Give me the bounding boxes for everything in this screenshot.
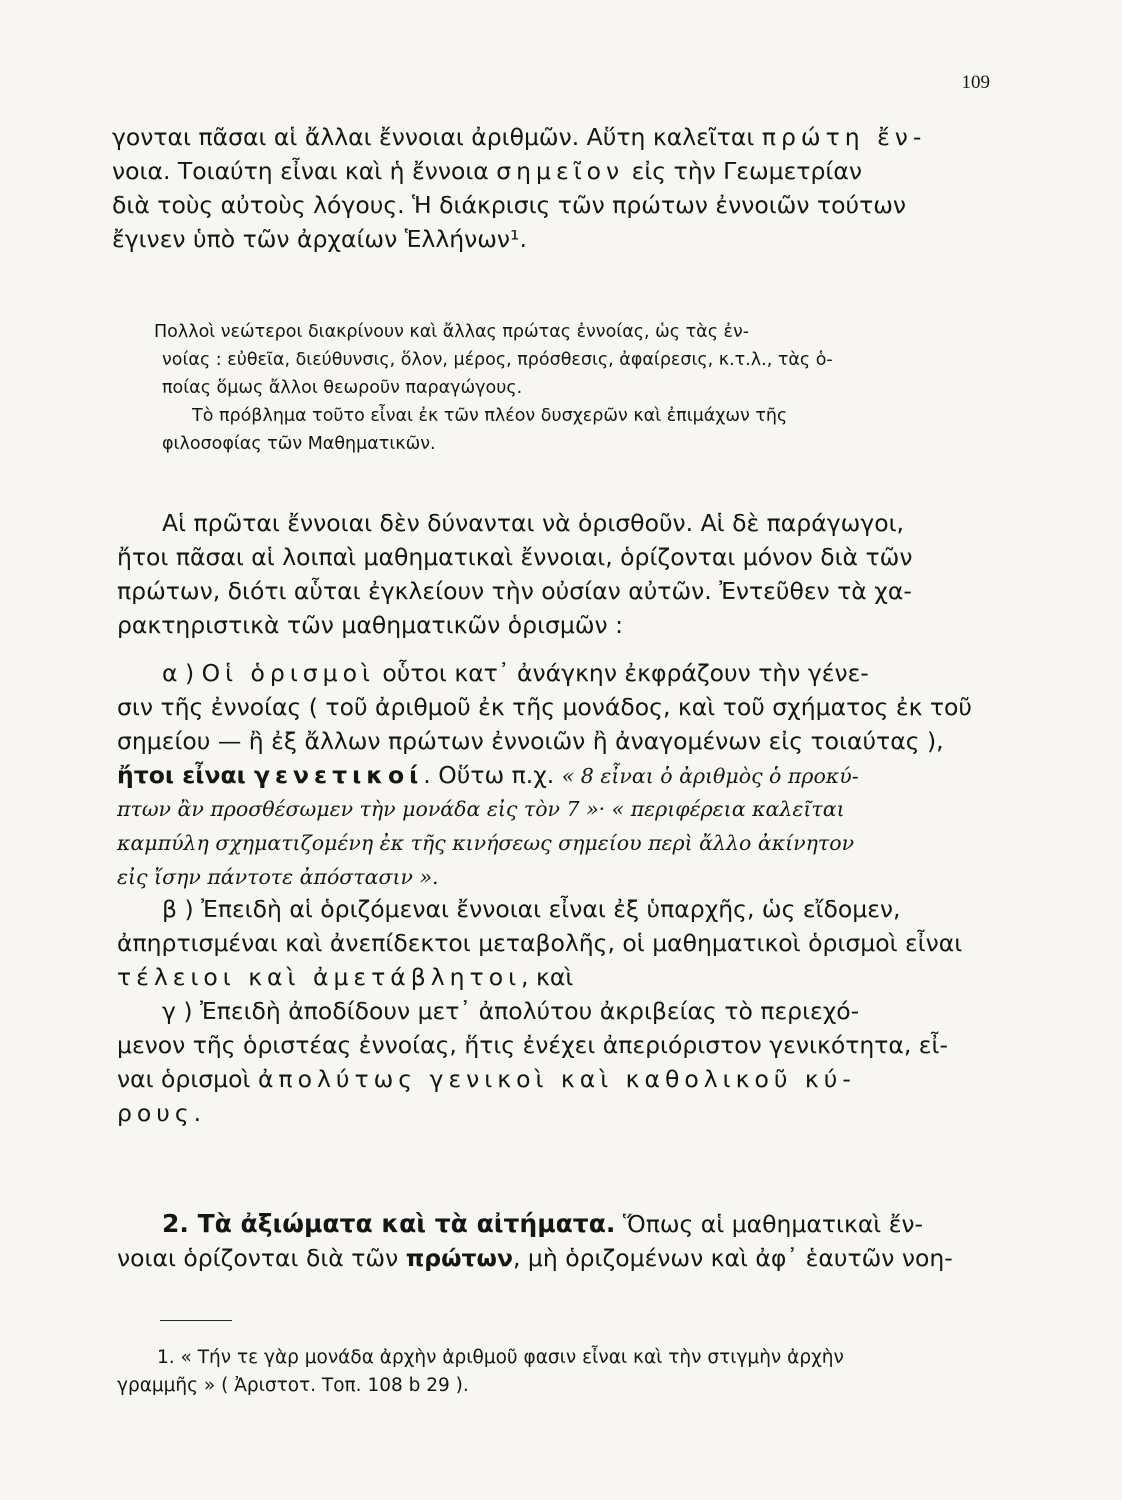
text-line: πρώτων, διότι αὗται ἐγκλείουν τὴν οὐσίαν αὐτῶν. Ἐντεῦθεν τὰ χα- (117, 577, 912, 605)
text-run: νοιαι ὁρίζονται διὰ τῶν (117, 1244, 406, 1272)
text-line: ρακτηριστικὰ τῶν μαθηματικῶν ὁρισμῶν : (117, 611, 624, 639)
text-run: . Οὕτω π.χ. (423, 761, 562, 789)
text-line (112, 1207, 987, 1241)
text-line: διὰ τοὺς αὐτοὺς λόγους. Ἡ διάκρισις τῶν πρώτων ἐννοιῶν τούτων (112, 191, 907, 219)
text-run: ναι ὁρισμοὶ (117, 1065, 258, 1093)
text-line: β ) Ἐπειδὴ αἱ ὁριζόμεναι ἔννοιαι εἶναι ἐξ ὑπαρχῆς, ὡς εἴδομεν, (162, 895, 901, 923)
text-line: μενον τῆς ὁριστέας ἐννοίας, ἥτις ἐνέχει ἀπεριόριστον γενικότητα, εἶ- (117, 1031, 948, 1059)
bold-term: πρώτων (405, 1244, 513, 1272)
text-line: ἤτοι πᾶσαι αἱ λοιπαὶ μαθηματικαὶ ἔννοιαι, ὁρίζονται μόνον διὰ τῶν (117, 543, 913, 571)
section-axioms (112, 1207, 987, 1275)
note-line: νοίας : εὐθεῖα, διεύθυνσις, ὅλον, μέρος, πρόσθεσις, ἀφαίρεσις, κ.τ.λ., τὰς ὁ- (162, 350, 833, 370)
text-run: Ὅπως αἱ μαθηματικαὶ ἔν- (615, 1210, 924, 1238)
text-line: σημείου — ἢ ἐξ ἄλλων πρώτων ἐννοιῶν ἢ ἀναγομένων εἰς τοιαύτας ), (117, 727, 944, 755)
spaced-term-teleioi: τέλειοι καὶ ἀμετάβλητοι (117, 963, 522, 991)
page-number: 109 (961, 72, 990, 93)
text-run: γονται πᾶσαι αἱ ἄλλαι ἔννοιαι ἀριθμῶν. Αὕτη καλεῖται (112, 123, 762, 151)
spaced-term-genetikoi: γενετικοί (253, 761, 424, 789)
text-line: ρους. (117, 1099, 207, 1127)
text-line: ἀπηρτισμέναι καὶ ἀνεπίδεκτοι μεταβολῆς, οἱ μαθηματικοὶ ὁρισμοὶ εἶναι (117, 929, 963, 957)
spaced-term-prote: πρώτη ἔν- (761, 123, 927, 151)
quoted-example-line: καμπύλη σχηματιζομένη ἐκ τῆς κινήσεως σημείου περὶ ἄλλο ἀκίνητον (117, 831, 855, 855)
list-item-a (112, 656, 987, 894)
text-line (112, 1062, 987, 1096)
footnote (112, 1344, 987, 1400)
text-line: ἔγινεν ὑπὸ τῶν ἀρχαίων Ἑλλήνων¹. (112, 225, 527, 253)
text-run: , μὴ ὁριζομένων καὶ ἀφ᾽ ἑαυτῶν νοη- (512, 1244, 953, 1272)
text-line (112, 758, 987, 792)
text-run: νοια. Τοιαύτη εἶναι καὶ ἡ ἔννοια (112, 157, 497, 185)
quoted-example-line: εἰς ἴσην πάντοτε ἀπόστασιν ». (117, 865, 439, 889)
list-marker: α ) (162, 659, 202, 687)
list-item-c (112, 994, 987, 1130)
section-heading: 2. Τὰ ἀξιώματα καὶ τὰ αἰτήματα. (162, 1209, 616, 1238)
small-print-note (112, 318, 987, 458)
footnote-rule (160, 1320, 232, 1321)
quoted-example-line: πτων ἂν προσθέσωμεν τὴν μονάδα εἰς τὸν 7 »· « περιφέρεια καλεῖται (117, 797, 845, 821)
paragraph-derived-concepts (112, 506, 987, 642)
text-run: ἤτοι εἶναι (117, 761, 254, 789)
text-line (112, 1241, 987, 1275)
text-line (112, 120, 987, 154)
footnote-line: 1. « Τήν τε γὰρ μονάδα ἀρχὴν ἀριθμοῦ φασιν εἶναι καὶ τὴν στιγμὴν ἀρχὴν (157, 1347, 844, 1368)
text-line: γ ) Ἐπειδὴ ἀποδίδουν μετ᾽ ἀπολύτου ἀκριβείας τὸ περιεχό- (162, 997, 860, 1025)
spaced-term-semeion: σημεῖον (496, 157, 625, 185)
text-line: Αἱ πρῶται ἔννοιαι δὲν δύνανται νὰ ὁρισθοῦν. Αἱ δὲ παράγωγοι, (162, 509, 904, 537)
text-line: σιν τῆς ἐννοίας ( τοῦ ἀριθμοῦ ἐκ τῆς μονάδος, καὶ τοῦ σχήματος ἐκ τοῦ (117, 693, 973, 721)
quoted-example: « 8 εἶναι ὁ ἀριθμὸς ὁ προκύ- (561, 764, 859, 788)
text-run: οὗτοι κατ᾽ ἀνάγκην ἐκφράζουν τὴν γένε- (374, 659, 869, 687)
note-line: Πολλοὶ νεώτεροι διακρίνουν καὶ ἄλλας πρώτας ἐννοίας, ὡς τὰς ἐν- (154, 322, 750, 342)
paragraph-first-concepts (112, 120, 987, 256)
text-run: , καὶ (521, 963, 574, 991)
footnote-line: γραμμῆς » ( Ἀριστοτ. Τοπ. 108 b 29 ). (117, 1375, 469, 1396)
note-line: Τὸ πρόβλημα τοῦτο εἶναι ἐκ τῶν πλέον δυσχερῶν καὶ ἐπιμάχων τῆς (192, 406, 788, 426)
spaced-term-orismoi: Οἱ ὁρισμοὶ (201, 659, 375, 687)
spaced-term-genikoi: ἀπολύτως γενικοὶ καὶ καθολικοῦ κύ- (257, 1065, 856, 1093)
note-line: φιλοσοφίας τῶν Μαθηματικῶν. (162, 434, 436, 454)
text-run: εἰς τὴν Γεωμετρίαν (624, 157, 862, 185)
text-line (112, 960, 987, 994)
note-line: ποίας ὅμως ἄλλοι θεωροῦν παραγώγους. (162, 378, 523, 398)
list-item-b (112, 892, 987, 994)
text-line (112, 656, 987, 690)
text-line (112, 154, 987, 188)
